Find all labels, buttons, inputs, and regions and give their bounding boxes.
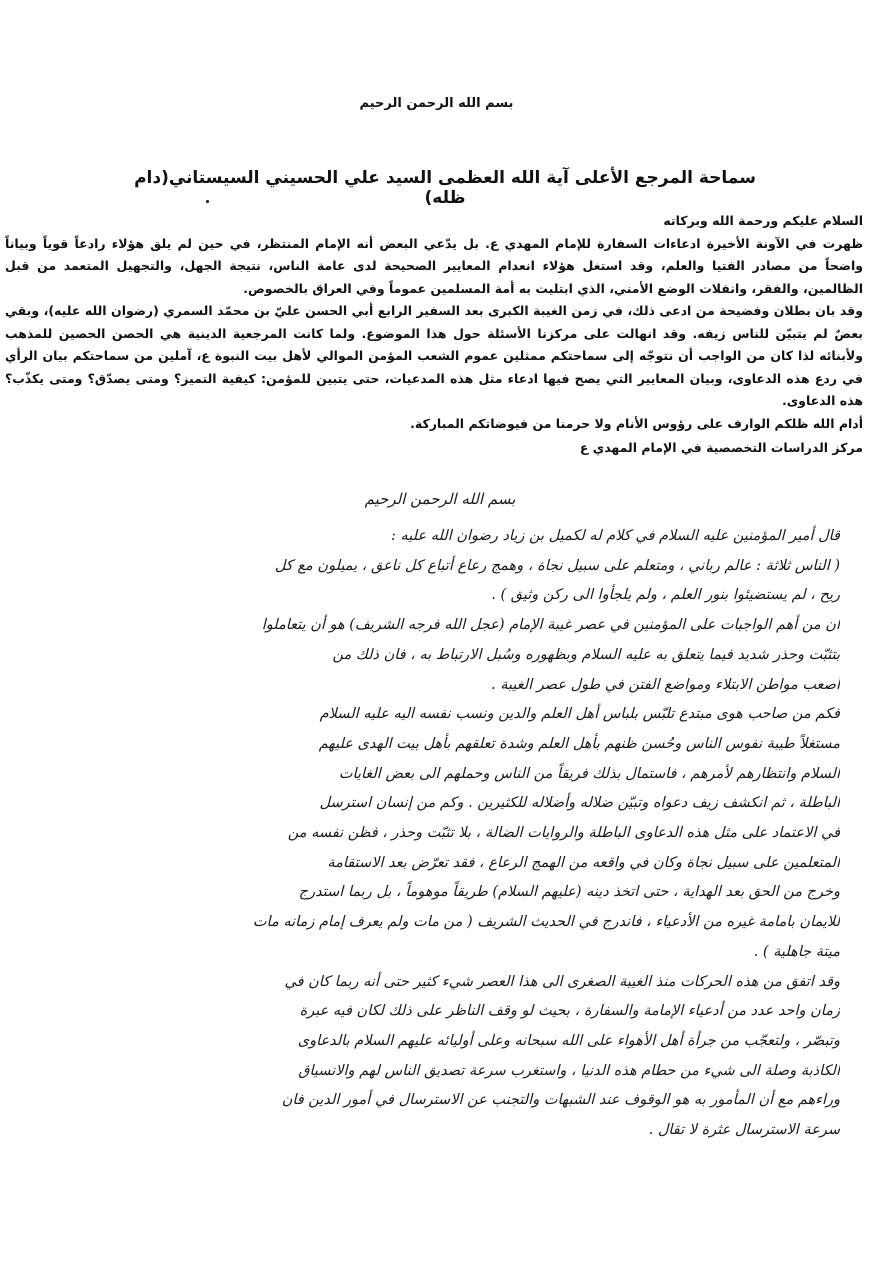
answer-line: للايمان بامامة غيره من الأدعياء ، فاندرج في الحديث الشريف ( من مات ولم يعرف إمام زمانه مات bbox=[252, 914, 840, 931]
answer-line: أصعب مواطن الابتلاء ومواضع الفتن في طول عصر الغيبة . bbox=[491, 676, 840, 693]
answer-line: وقد اتفق من هذه الحركات منذ الغيبة الصغرى الى هذا العصر شيء كثير حتى أنه ربما كان في bbox=[284, 973, 840, 990]
question-paragraph: ظهرت في الآونة الأخيرة ادعاءات السفارة للإمام المهدي ع. بل يدّعي البعض أنه الإمام المنتظر، في حين لم يلق هؤلاء رادعاً قوياً وبياناً واضحاً من مصادر الفتيا والعلم، وقد استغل هؤلاء انعدام المعايير الصحيحة لدى عامة الناس، نتيجة الجهل، والتجهيل المتعمد من قبل الظالمين، والفقر، وانفلات الوضع الأمني، الذي ابتليت به أمة المسلمين عموماً وفي العراق بالخصوص. bbox=[5, 235, 863, 296]
question-paragraph: وقد بان بطلان وفضيحة من ادعى ذلك، في زمن الغيبة الكبرى بعد السفير الرابع أبي الحسن عليّ بن محمّد السمري (رضوان الله عليه)، وبقي بعضٌ لم يتبيّن للناس زيفه. وقد انهالت على مركزنا الأسئلة حول هذا الموضوع. ولما كانت المرجعية الدينية هي الحصن الحصين للمذهب ولأبنائه لذا كان من الواجب أن نتوجّه إلى سماحتكم ممثلين عموم الشعب المؤمن الموالي لأهل بيت النبوة ع، آملين من سماحتكم بيان الرأي في ردع هذه الدعاوى، وبيان المعايير التي يصح فيها ادعاء مثل هذه المدعيات، حتى يتبين للمؤمن: كيفية التميز؟ ومتى يصدّق؟ ومتى يكذّب؟ هذه الدعاوى. bbox=[5, 303, 863, 408]
answer-line: سرعة الاسترسال عثرة لا تقال . bbox=[648, 1122, 840, 1139]
answer-line: ريح ، لم يستضيئوا بنور العلم ، ولم يلجأوا الى ركن وثيق ) . bbox=[491, 587, 840, 604]
greeting: السلام عليكم ورحمة الله وبركاته bbox=[663, 213, 863, 228]
header-basmala: بسم الله الرحمن الرحيم bbox=[359, 96, 514, 111]
ink-dot bbox=[206, 200, 209, 203]
answer-line: السلام وانتظارهم لأمرهم ، فاستمال بذلك فريقاً من الناس وحملهم الى بعض الغايات bbox=[338, 765, 840, 782]
answer-line: ميتة جاهلية ) . bbox=[753, 943, 840, 960]
answer-line: ( الناس ثلاثة : عالم رباني ، ومتعلم على سبيل نجاة ، وهمج رعاع أتباع كل ناعق ، يميلون مع كل bbox=[274, 557, 840, 574]
answer-line: زمان واحد عدد من أدعياء الإمامة والسفارة ، بحيث لو وقف الناظر على ذلك لكان فيه عبرة bbox=[299, 1003, 840, 1020]
handwritten-answer bbox=[40, 490, 840, 1146]
answer-basmala: بسم الله الرحمن الرحيم bbox=[364, 490, 516, 508]
answer-line: وتبصّر ، ولتعجّب من جرأة أهل الأهواء على الله سبحانه وعلى أوليائه عليهم السلام بالدعاوى bbox=[297, 1032, 840, 1049]
answer-line: فكم من صاحب هوى مبتدع تلبّس بلباس أهل العلم والدين ونسب نفسه اليه عليه السلام bbox=[319, 706, 840, 723]
answer-line: ان من أهم الواجبات على المؤمنين في عصر غيبة الإمام (عجل الله فرجه الشريف) هو أن يتعاملوا bbox=[261, 617, 840, 634]
addressee-title: سماحة المرجع الأعلى آية الله العظمى السيد علي الحسيني السيستاني(دام ظله) bbox=[134, 168, 756, 208]
answer-line: مستغلاً طيبة نفوس الناس وحُسن ظنهم بأهل العلم وشدة تعلقهم بأهل بيت الهدى عليهم bbox=[318, 735, 840, 752]
answer-line: الباطلة ، ثم انكشف زيف دعواه وتبيّن ضلاله وأضلاله للكثيرين . وكم من إنسان استرسل bbox=[319, 795, 840, 812]
answer-line: وراءهم مع أن المأمور به هو الوقوف عند الشبهات والتجنب عن الاسترسال في أمور الدين فان bbox=[281, 1092, 840, 1109]
answer-line: المتعلمين على سبيل نجاة وكان في واقعه من الهمج الرعاع ، فقد تعرّض بعد الاستقامة bbox=[327, 854, 840, 871]
question-signature: مركز الدراسات التخصصية في الإمام المهدي ع bbox=[579, 440, 863, 455]
answer-line: وخرج من الحق بعد الهداية ، حتى اتخذ دينه (عليهم السلام) طريقاً موهوماً ، بل ربما استدرج bbox=[298, 884, 840, 901]
answer-line: في الاعتماد على مثل هذه الدعاوى الباطلة والروايات الضالة ، بلا تثبّت وحذر ، فظن نفسه من bbox=[287, 825, 840, 842]
answer-line: الكاذبة وصلة الى شيء من حطام هذه الدنيا ، واستغرب سرعة تصديق الناس لهم والانسياق bbox=[298, 1062, 840, 1079]
answer-line: قال أمير المؤمنين عليه السلام في كلام له لكميل بن زياد رضوان الله عليه : bbox=[391, 528, 840, 544]
answer-line: بتثبّت وحذر شديد فيما يتعلق به عليه السلام وبظهوره وسُبل الارتباط به ، فان ذلك من bbox=[332, 646, 840, 663]
question-paragraph: أدام الله ظلكم الوارف على رؤوس الأنام ولا حرمنا من فيوضاتكم المباركة. bbox=[410, 415, 863, 431]
question-text bbox=[5, 210, 863, 460]
